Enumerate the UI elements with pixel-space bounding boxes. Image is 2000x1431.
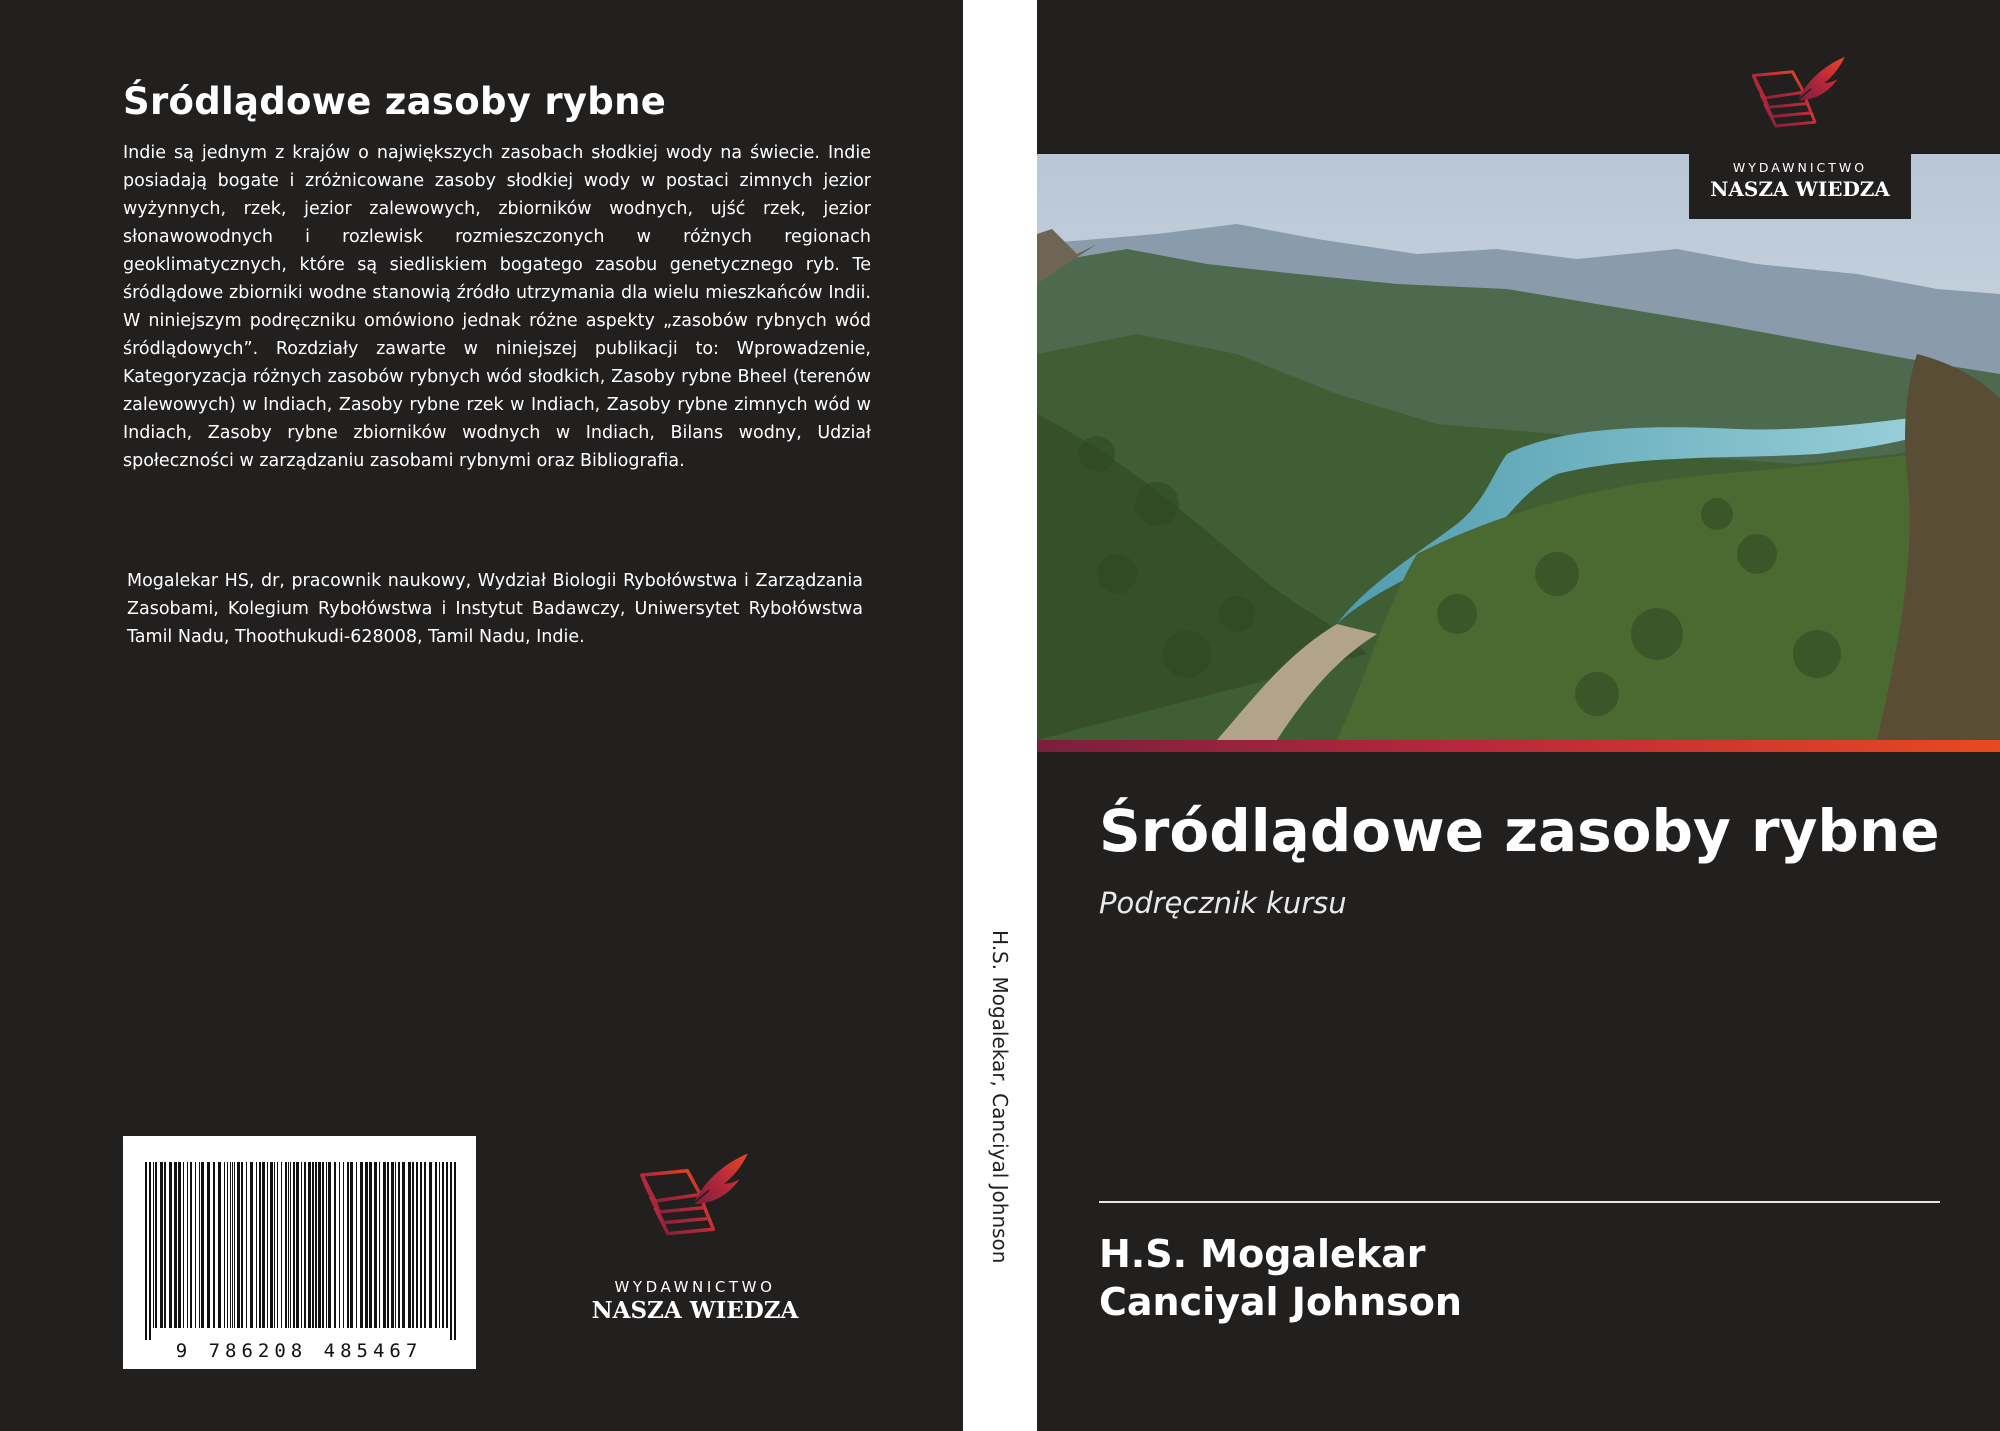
barcode-bar (169, 1162, 172, 1328)
barcode-bar (241, 1162, 243, 1328)
publisher-word-label: WYDAWNICTWO (614, 1278, 776, 1296)
barcode-bar (201, 1162, 204, 1328)
back-cover-blurb: Indie są jednym z krajów o największych zasobach słodkiej wody na świecie. Indie posiadają bogate i zróżnicowane zasoby słodkiej wody w postaci zimnych jezior wyżynnych, rzek, jezior zalewowych, zbiorników wodnych, ujść rzek, jezior słonawowodnych i rozlewisk rozmieszczonych w różnych regionach geoklimatycznych, które są siedliskiem bogatego zasobu genetycznego ryb. Te śródlądowe zbiorniki wodne stanowią źródło utrzymania dla wielu mieszkańców Indii. W niniejszym podręczniku omówiono jednak różne aspekty „zasobów rybnych wód śródlądowych”. Rozdziały zawarte w niniejszej publikacji to: Wprowadzenie, Kategoryzacja różnych zasobów rybnych wód słodkich, Zasoby rybne Bheel (terenów zalewowych) w Indiach, Zasoby rybne rzek w Indiach, Zasoby rybne zimnych wód w Indiach, Zasoby rybne zbiorników wodnych w Indiach, Bilans wodny, Udział społeczności w zarządzaniu zasobami rybnymi oraz Bibliografia. (123, 143, 871, 471)
barcode-bar (391, 1162, 394, 1328)
barcode-bar (149, 1162, 151, 1340)
book-quill-icon (631, 1150, 761, 1250)
barcode-bar (155, 1162, 157, 1328)
barcode-bar (227, 1162, 228, 1328)
barcode-bar (408, 1162, 411, 1328)
barcode-bar (293, 1162, 295, 1328)
publisher-name-label: NASZA WIEDZA (1710, 177, 1890, 201)
barcode-bar (178, 1162, 181, 1328)
barcode-bar (164, 1162, 166, 1328)
barcode-bar (374, 1162, 377, 1328)
back-cover (0, 0, 963, 1431)
barcode-bar (343, 1162, 344, 1328)
barcode-bar (308, 1162, 311, 1328)
barcode-bar (442, 1162, 444, 1328)
barcode-bar (347, 1162, 349, 1328)
barcode-bar (145, 1162, 147, 1340)
barcode-bar (160, 1162, 163, 1328)
barcode-bar (398, 1162, 400, 1328)
barcode-bar (439, 1162, 440, 1328)
barcode-bar (290, 1162, 291, 1328)
barcode-bar (250, 1162, 253, 1328)
cover-photo (1037, 154, 2000, 740)
barcode-bar (262, 1162, 265, 1328)
barcode-bar (379, 1162, 380, 1328)
barcode-bar (259, 1162, 261, 1328)
barcode-bar (350, 1162, 353, 1328)
barcode-bar (339, 1162, 340, 1328)
front-cover (1037, 0, 2000, 1431)
barcode-bar (322, 1162, 324, 1328)
barcode-bar (218, 1162, 221, 1328)
publisher-word-label: WYDAWNICTWO (1732, 160, 1868, 175)
barcode-bar (424, 1162, 426, 1328)
barcode-bar (383, 1162, 386, 1328)
publisher-name-label: NASZA WIEDZA (591, 1297, 799, 1324)
barcode-bar (195, 1162, 196, 1328)
barcode-bar (315, 1162, 317, 1328)
barcode-bar (246, 1162, 247, 1328)
book-quill-icon (1744, 54, 1856, 140)
front-publisher-logo (1689, 44, 1911, 219)
barcode-bar (356, 1162, 357, 1328)
barcode-bar (334, 1162, 336, 1328)
barcode-bar (187, 1162, 188, 1328)
barcode-bar (230, 1162, 231, 1328)
barcode-bar (412, 1162, 414, 1328)
isbn-barcode (123, 1136, 476, 1369)
barcode-bar (318, 1162, 321, 1328)
author-name: H.S. Mogalekar (1099, 1232, 1426, 1276)
barcode-graphic (123, 1136, 476, 1369)
barcode-bar (285, 1162, 287, 1328)
author-bio: Mogalekar HS, dr, pracownik naukowy, Wydział Biologii Rybołówstwa i Zarządzania Zasobami, Kolegium Rybołówstwa i Instytut Badawczy, Uniwersytet Rybołówstwa Tamil Nadu, Thoothukudi-628008, Tamil Nadu, Indie. (127, 571, 863, 647)
barcode-bar (365, 1162, 368, 1328)
barcode-bar (234, 1162, 235, 1328)
mountain-reservoir-image (1037, 154, 2000, 740)
barcode-bar (224, 1162, 225, 1328)
barcode-digits: 9 786208 485467 (175, 1340, 423, 1362)
spine-authors: H.S. Mogalekar, Canciyal Johnson (988, 930, 1012, 1264)
barcode-bar (360, 1162, 363, 1328)
barcode-bar (416, 1162, 418, 1328)
barcode-bar (270, 1162, 273, 1328)
barcode-bar (281, 1162, 282, 1328)
barcode-bar (288, 1162, 289, 1328)
front-cover-subtitle: Podręcznik kursu (1099, 886, 1347, 920)
barcode-bar (153, 1162, 154, 1328)
barcode-bar (402, 1162, 405, 1328)
barcode-bar (429, 1162, 432, 1328)
barcode-bar (174, 1162, 177, 1328)
barcode-bar (267, 1162, 268, 1328)
barcode-bar (301, 1162, 302, 1328)
barcode-bar (446, 1162, 448, 1328)
accent-stripe (1037, 740, 2000, 752)
barcode-bar (387, 1162, 389, 1328)
back-cover-title: Śródlądowe zasoby rybne (123, 80, 667, 123)
barcode-bar (420, 1162, 422, 1328)
barcode-bar (435, 1162, 437, 1328)
barcode-bar (232, 1162, 233, 1328)
barcode-bar (277, 1162, 278, 1328)
barcode-bar (274, 1162, 275, 1328)
barcode-bar (256, 1162, 257, 1328)
barcode-bar (213, 1162, 215, 1328)
barcode-bar (190, 1162, 192, 1328)
barcode-bar (450, 1162, 452, 1340)
barcode-bar (296, 1162, 299, 1328)
front-cover-title: Śródlądowe zasoby rybne (1099, 797, 1940, 865)
barcode-bar (304, 1162, 306, 1328)
barcode-bar (395, 1162, 396, 1328)
back-publisher-logo (575, 1140, 815, 1330)
barcode-bar (369, 1162, 372, 1328)
divider (1099, 1201, 1940, 1203)
barcode-bar (328, 1162, 331, 1328)
author-name: Canciyal Johnson (1099, 1280, 1462, 1324)
barcode-bar (199, 1162, 200, 1328)
barcode-bar (454, 1162, 456, 1340)
barcode-bar (312, 1162, 314, 1328)
barcode-bar (207, 1162, 210, 1328)
barcode-bar (326, 1162, 327, 1328)
barcode-bar (183, 1162, 184, 1328)
barcode-bar (237, 1162, 240, 1328)
